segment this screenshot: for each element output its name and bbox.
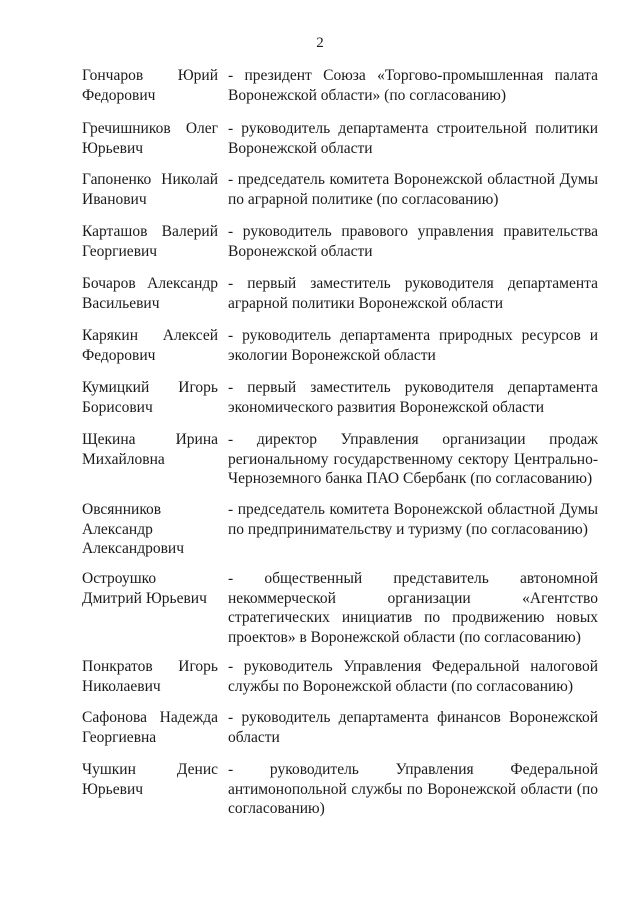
member-name-line: Овсянников [82,501,162,518]
member-role [228,708,598,747]
member-name-line: Понкратов Игорь [82,658,218,675]
member-role-line: - первый заместитель руководителя департамента [228,275,598,292]
member-role-line: - руководитель правового управления правительства [228,223,598,240]
member-role-line: - президент Союза «Торгово-промышленная палата [228,67,598,84]
member-name-line: Щекина Ирина [82,431,218,448]
member-role [228,657,598,696]
member-name [82,430,218,469]
member-role-line: - общественный представитель автономной [228,570,598,587]
member-name-line: Дмитрий Юрьевич [82,589,207,607]
member-role-line: региональному государственному сектору Центрально- [228,450,598,468]
member-name-line: Остроушко [82,570,157,587]
member-name-line: Федорович [82,346,156,364]
member-role-line: по предпринимательству и туризму (по согласованию) [228,520,588,538]
member-role [228,222,598,261]
member-role [228,760,598,819]
member-name-line: Гапоненко Николай [82,171,218,188]
member-role-line: - председатель комитета Воронежской областной Думы [228,501,598,518]
member-role-line: - руководитель Управления Федеральной [228,761,598,778]
member-role-line: стратегических инициатив по продвижению новых [228,609,598,626]
member-name-line: Сафонова Надежда [82,709,218,726]
member-name-line: Георгиевна [82,728,157,746]
member-name [82,378,218,417]
member-name-line: Юрьевич [82,780,144,798]
member-role-line: по аграрной политике (по согласованию) [228,190,499,208]
member-role-line: - руководитель департамента строительной политики [228,120,598,137]
member-name-line: Гончаров Юрий [82,67,218,84]
member-name [82,760,218,799]
member-role [228,66,598,105]
member-name-line: Николаевич [82,677,161,695]
member-role [228,170,598,209]
member-name [82,222,218,261]
member-role-line: - председатель комитета Воронежской областной Думы [228,171,598,188]
member-name [82,500,218,559]
member-name-line: Юрьевич [82,139,144,157]
member-role-line: Воронежской области» (по согласованию) [228,86,507,104]
member-role-line: области [228,728,280,746]
member-role [228,569,598,647]
member-role [228,500,598,539]
member-name [82,66,218,105]
member-name [82,119,218,158]
member-role-line: аграрной политики Воронежской области [228,294,504,312]
member-role [228,119,598,158]
page-number: 2 [316,35,324,51]
member-name [82,326,218,365]
member-name-line: Иванович [82,190,147,208]
member-name [82,170,218,209]
member-name-line: Гречишников Олег [82,120,218,137]
member-name-line: Александр [82,520,153,538]
member-name [82,708,218,747]
member-role-line: экологии Воронежской области [228,346,436,364]
member-name-line: Васильевич [82,294,160,312]
member-name [82,274,218,313]
member-role-line: согласованию) [228,800,325,817]
member-name-line: Чушкин Денис [82,761,218,778]
member-role-line: - директор Управления организации продаж [228,431,598,448]
member-name-line: Бочаров Александр [82,275,218,292]
member-role-line: проектов» в Воронежской области (по согласованию) [228,628,581,646]
member-role-line: - руководитель Управления Федеральной налоговой [228,658,598,675]
member-name-line: Александрович [82,540,184,557]
member-name-line: Борисович [82,398,153,416]
member-role [228,430,598,489]
member-role-line: экономического развития Воронежской области [228,398,545,416]
member-role-line: некоммерческой организации «Агентство [228,589,598,607]
member-name [82,657,218,696]
member-role [228,378,598,417]
member-role-line: - руководитель департамента финансов Воронежской [228,709,598,726]
member-role-line: Воронежской области [228,139,373,157]
member-name-line: Георгиевич [82,242,158,260]
member-role-line: службы по Воронежской области (по согласованию) [228,677,574,695]
member-name-line: Карякин Алексей [82,327,218,344]
member-name-line: Карташов Валерий [82,223,218,240]
member-name-line: Кумицкий Игорь [82,379,218,396]
member-name-line: Михайловна [82,450,165,468]
member-role-line: антимонопольной службы по Воронежской области (по [228,780,598,798]
member-role [228,274,598,313]
member-role-line: Воронежской области [228,242,373,260]
member-name-line: Федорович [82,86,156,104]
member-name [82,569,218,608]
member-role-line: Черноземного банка ПАО Сбербанк (по согласованию) [228,470,593,487]
member-role [228,326,598,365]
member-role-line: - первый заместитель руководителя департамента [228,379,598,396]
member-role-line: - руководитель департамента природных ресурсов и [228,327,598,344]
